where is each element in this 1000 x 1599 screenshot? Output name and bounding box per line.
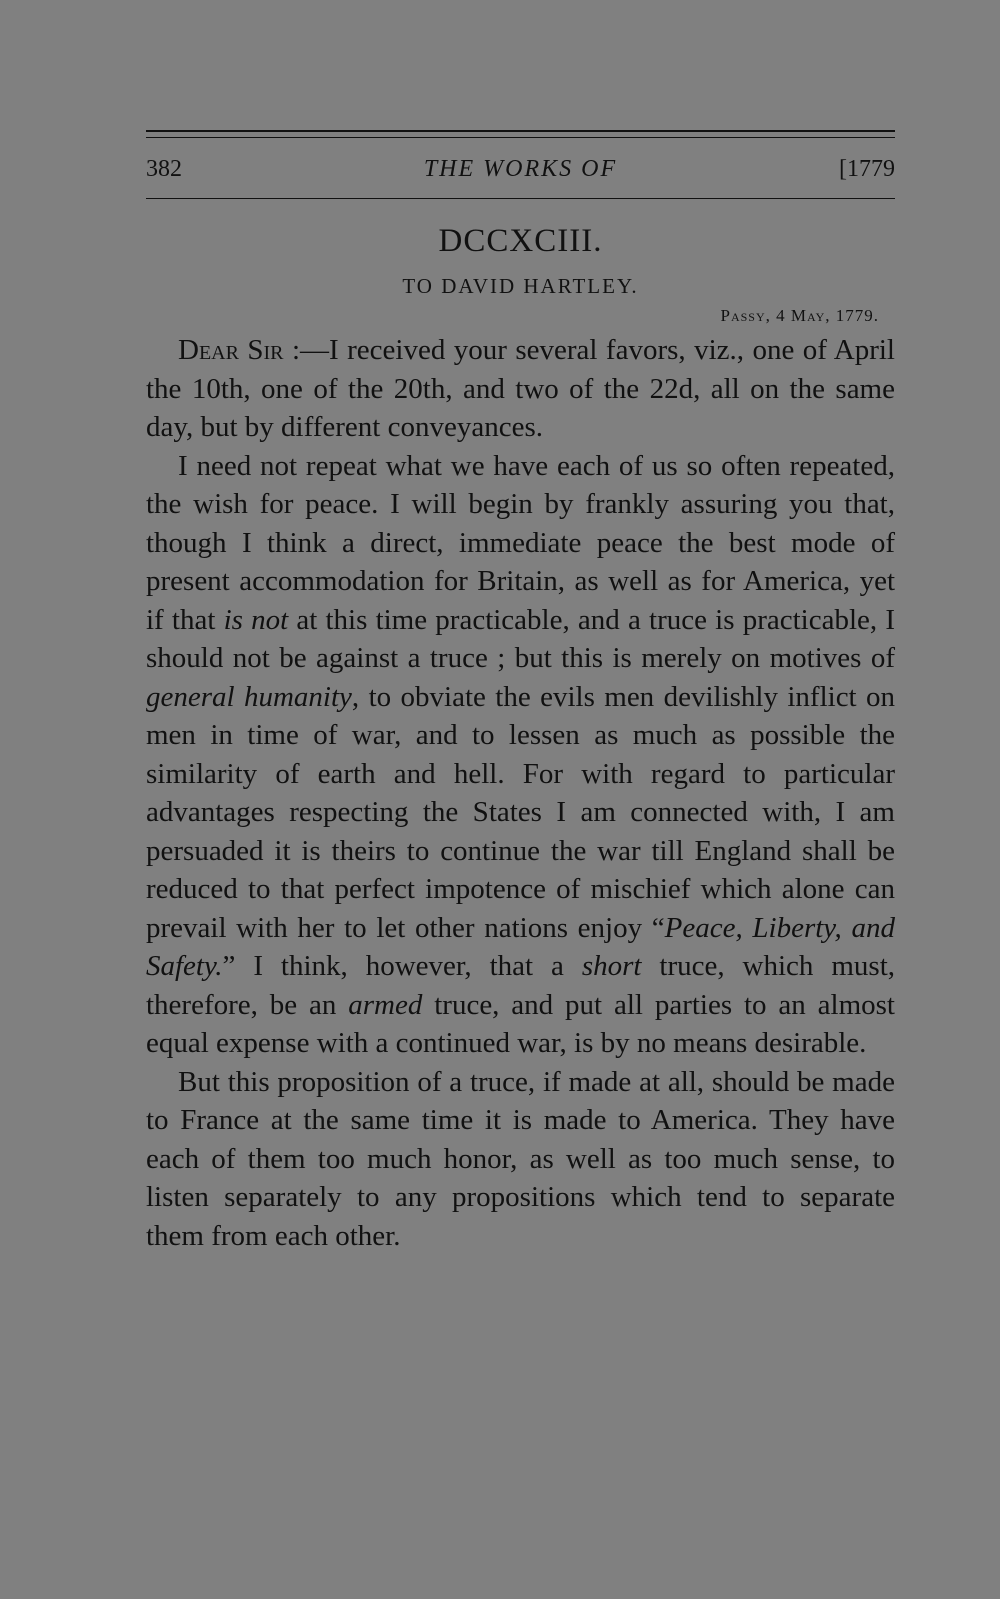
emphasis-general-humanity: general humanity: [146, 680, 352, 713]
letter-body: [146, 331, 895, 1255]
paragraph-2-text-c: , to obviate the evils men devilishly inflict on men in time of war, and to lessen as much as possible the similarity of earth and hell. For with regard to particular advantages respecting the States I am connected with, I am persuaded it is theirs to continue the war till England shall be reduced to that perfect impotence of mischief which alone can prevail with her to let other nations enjoy “: [146, 680, 896, 944]
page-number: 382: [146, 156, 182, 182]
emphasis-is-not: is not: [223, 603, 289, 636]
paragraph-2-text-e: truce, which must, therefore, be an: [146, 950, 896, 1021]
book-page: [146, 130, 895, 1255]
paragraph-2-text-b: at this time practicable, and a truce is practicable, I should not be against a truce ; but this is merely on motives of: [146, 603, 895, 674]
letter-dateline: Passy, 4 May, 1779.: [720, 306, 879, 325]
paragraph-2: [146, 447, 895, 1063]
paragraph-1: [146, 331, 895, 447]
paragraph-1-text: :—I received your several favors, viz., one of April the 10th, one of the 20th, and two of the 22d, all on the same day, but by different conveyances.: [146, 334, 895, 443]
header-rule: [146, 198, 895, 199]
paragraph-2-text-f: truce, and put all parties to an almost equal expense with a continued war, is by no means desirable.: [146, 988, 895, 1059]
top-double-rule: [146, 130, 895, 138]
letter-number: DCCXCIII.: [438, 223, 603, 259]
emphasis-peace-liberty-safety: Peace, Liberty, and Safety.: [146, 911, 895, 982]
paragraph-3: But this proposition of a truce, if made at all, should be made to France at the same time it is made to America. They have each of them too much honor, as well as too much sense, to listen separately to any propositions which tend to separate them from each other.: [146, 1065, 895, 1252]
paragraph-2-text-d: ” I think, however, that a: [222, 950, 582, 982]
letter-addressee: TO DAVID HARTLEY.: [402, 274, 639, 298]
year-bracket: [1779: [839, 156, 895, 182]
emphasis-short: short: [581, 950, 642, 982]
running-head: [146, 138, 895, 182]
running-title: THE WORKS OF: [423, 156, 618, 182]
emphasis-armed: armed: [348, 988, 423, 1021]
salutation: Dear Sir: [178, 334, 284, 366]
paragraph-2-text-a: I need not repeat what we have each of us so often repeated, the wish for peace. I will begin by frankly assuring you that, though I think a direct, immediate peace the best mode of present accommodation for Britain, as well as for America, yet if that: [146, 449, 895, 636]
